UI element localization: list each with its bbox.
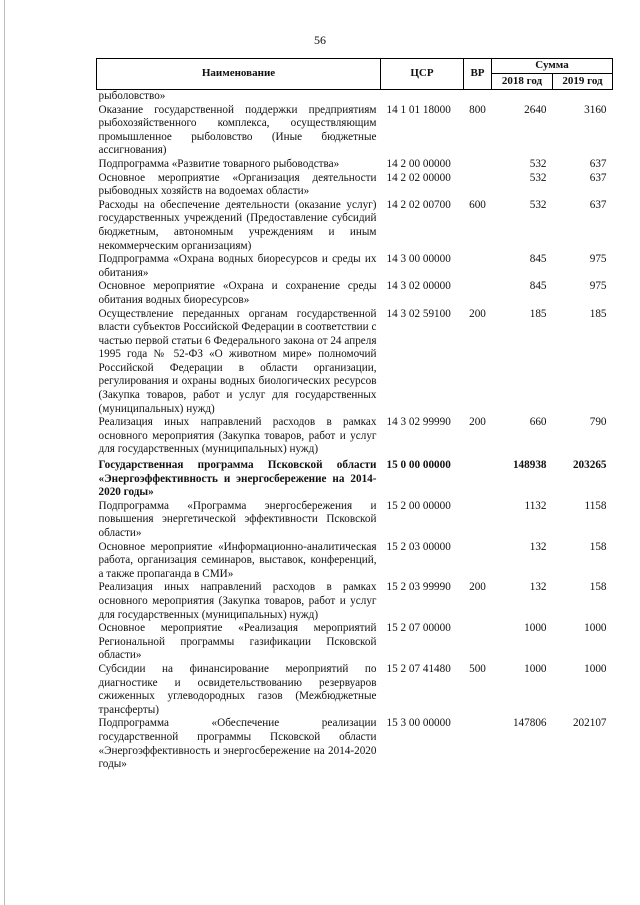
row-name: Основное мероприятие «Охрана и сохранение среды обитания водных биоресурсов»	[98, 280, 377, 306]
row-name: Основное мероприятие «Организация деятельности рыбоводных хозяйств на водоемах области»	[98, 171, 377, 198]
row-vr	[464, 500, 492, 541]
row-amount-2018: 845	[529, 253, 547, 266]
row-vr	[464, 457, 492, 500]
header-year-2019: 2019 год	[553, 74, 613, 90]
row-amount-2019: 637	[589, 171, 607, 184]
row-amount-2019: 1000	[584, 662, 607, 675]
table-row	[97, 308, 613, 417]
row-csr: 14 3 02 59100	[386, 307, 451, 320]
table-row	[97, 416, 613, 457]
row-amount-2018: 1000	[524, 622, 547, 635]
table-row	[97, 90, 613, 104]
header-sum: Сумма	[492, 59, 613, 74]
row-vr: 200	[469, 581, 486, 594]
header-name: Наименование	[97, 59, 381, 90]
table-row	[97, 172, 613, 199]
row-vr: 200	[469, 416, 486, 429]
row-amount-2019: 1000	[584, 622, 607, 635]
row-csr: 15 2 00 00000	[386, 499, 451, 512]
row-amount-2018: 2640	[524, 103, 547, 116]
row-vr	[464, 541, 492, 582]
row-csr: 15 2 07 41480	[386, 662, 451, 675]
row-name: Субсидии на финансирование мероприятий по диагностике и освидетельствованию резервуаров сжиженных углеводородных газов (Межбюджетные трансферты)	[98, 662, 377, 716]
row-name: Основное мероприятие «Информационно-аналитическая работа, организация семинаров, выставок, конференций, а также пропаганда в СМИ»	[98, 540, 377, 580]
row-name: рыболовство»	[98, 90, 166, 102]
header-vr: ВР	[464, 59, 492, 90]
row-name: Основное мероприятие «Реализация мероприятий Региональной программы газификации Псковской области»	[98, 622, 377, 662]
page-number: 56	[314, 33, 326, 47]
row-amount-2019: 3160	[584, 103, 607, 116]
row-vr: 800	[469, 103, 486, 116]
row-amount-2019: 975	[589, 253, 607, 266]
table-body	[97, 90, 613, 772]
row-vr: 600	[469, 198, 486, 211]
budget-table	[96, 58, 613, 772]
table-row	[97, 199, 613, 253]
row-amount-2019: 637	[589, 157, 607, 170]
table-row	[97, 280, 613, 307]
row-amount-2018: 1132	[524, 499, 547, 512]
row-vr: 200	[469, 307, 486, 320]
row-name: Подпрограмма «Развитие товарного рыбоводства»	[98, 157, 340, 170]
row-csr: 15 2 03 99990	[386, 581, 451, 594]
row-vr	[464, 280, 492, 307]
row-amount-2018: 185	[529, 307, 547, 320]
row-amount-2019	[553, 90, 613, 104]
row-name: Реализация иных направлений расходов в рамках основного мероприятия (Закупка товаров, работ и услуг для государственных (муниципальных) нужд)	[98, 581, 377, 621]
row-amount-2019: 158	[589, 540, 607, 553]
row-amount-2018: 532	[529, 198, 547, 211]
row-csr: 15 2 03 00000	[386, 540, 451, 553]
page-edge-line	[4, 0, 5, 905]
row-amount-2018: 132	[529, 540, 547, 553]
row-amount-2019: 637	[589, 198, 607, 211]
row-vr	[464, 717, 492, 771]
table-row	[97, 717, 613, 771]
row-name: Подпрограмма «Охрана водных биоресурсов и среды их обитания»	[98, 253, 377, 279]
row-amount-2018: 132	[529, 581, 547, 594]
table-row	[97, 104, 613, 158]
row-vr	[464, 90, 492, 104]
row-csr: 14 3 00 00000	[386, 253, 451, 266]
row-amount-2019: 203265	[572, 459, 607, 472]
row-amount-2019: 202107	[572, 717, 607, 730]
row-csr: 14 3 02 99990	[386, 416, 451, 429]
table-row	[97, 253, 613, 280]
row-amount-2019: 975	[589, 280, 607, 293]
row-csr: 14 3 02 00000	[386, 280, 451, 293]
row-name: Реализация иных направлений расходов в рамках основного мероприятия (Закупка товаров, работ и услуг для государственных (муниципальных) нужд)	[98, 416, 377, 456]
table-row	[97, 581, 613, 622]
row-vr	[464, 253, 492, 280]
row-vr	[464, 158, 492, 172]
row-amount-2018: 660	[529, 416, 547, 429]
row-name: Расходы на обеспечение деятельности (оказание услуг) государственных учреждений (Предоставление субсидий бюджетным, автономным учреждениям и иным некоммерческим организациям)	[98, 198, 377, 252]
table-header	[97, 59, 613, 90]
table-row	[97, 663, 613, 717]
row-amount-2018: 532	[529, 171, 547, 184]
row-csr: 14 2 02 00000	[386, 171, 451, 184]
row-name: Подпрограмма «Программа энергосбережения и повышения энергетической эффективности Псковской области»	[98, 499, 377, 539]
row-amount-2018: 1000	[524, 662, 547, 675]
row-vr	[464, 172, 492, 199]
row-amount-2019: 1158	[584, 499, 607, 512]
row-amount-2019: 185	[589, 307, 607, 320]
row-amount-2018: 845	[529, 280, 547, 293]
row-csr	[381, 90, 464, 104]
row-name: Осуществление переданных органам государственной власти субъектов Российской Федерации в соответствии с частью первой статьи 6 Федерального закона от 24 апреля 1995 года № 52-ФЗ «О животном мире» полномочий Российской Федерации в области организации, регулирования и охраны водных биологических ресурсов (Закупка товаров, работ и услуг для государственных (муниципальных) нужд)	[98, 307, 377, 415]
row-csr: 15 2 07 00000	[386, 622, 451, 635]
row-amount-2018: 148938	[512, 459, 547, 472]
table-row	[97, 158, 613, 172]
row-name: Оказание государственной поддержки предприятиям рыбохозяйственного комплекса, осуществляющим промышленное рыболовство (Иные бюджетные ассигнования)	[98, 103, 377, 157]
row-amount-2019: 790	[589, 416, 607, 429]
row-csr: 15 0 00 00000	[386, 459, 451, 472]
row-amount-2018: 147806	[512, 717, 547, 730]
table-row	[97, 500, 613, 541]
header-csr: ЦСР	[381, 59, 464, 90]
row-amount-2018	[492, 90, 553, 104]
row-name: Государственная программа Псковской области «Энергоэффективность и энергосбережение на 2014-2020 годы»	[98, 459, 377, 499]
row-csr: 14 2 02 00700	[386, 198, 451, 211]
row-vr: 500	[469, 662, 486, 675]
row-vr	[464, 622, 492, 663]
row-csr: 14 1 01 18000	[386, 103, 451, 116]
row-csr: 14 2 00 00000	[386, 157, 451, 170]
row-name: Подпрограмма «Обеспечение реализации государственной программы Псковской области «Энергоэффективность и энергосбережение на 2014-2020 годы»	[98, 717, 377, 771]
header-year-2018: 2018 год	[492, 74, 553, 90]
row-csr: 15 3 00 00000	[386, 717, 451, 730]
table-row	[97, 541, 613, 582]
row-amount-2018: 532	[529, 157, 547, 170]
row-amount-2019: 158	[589, 581, 607, 594]
table-row	[97, 622, 613, 663]
table-row	[97, 457, 613, 500]
